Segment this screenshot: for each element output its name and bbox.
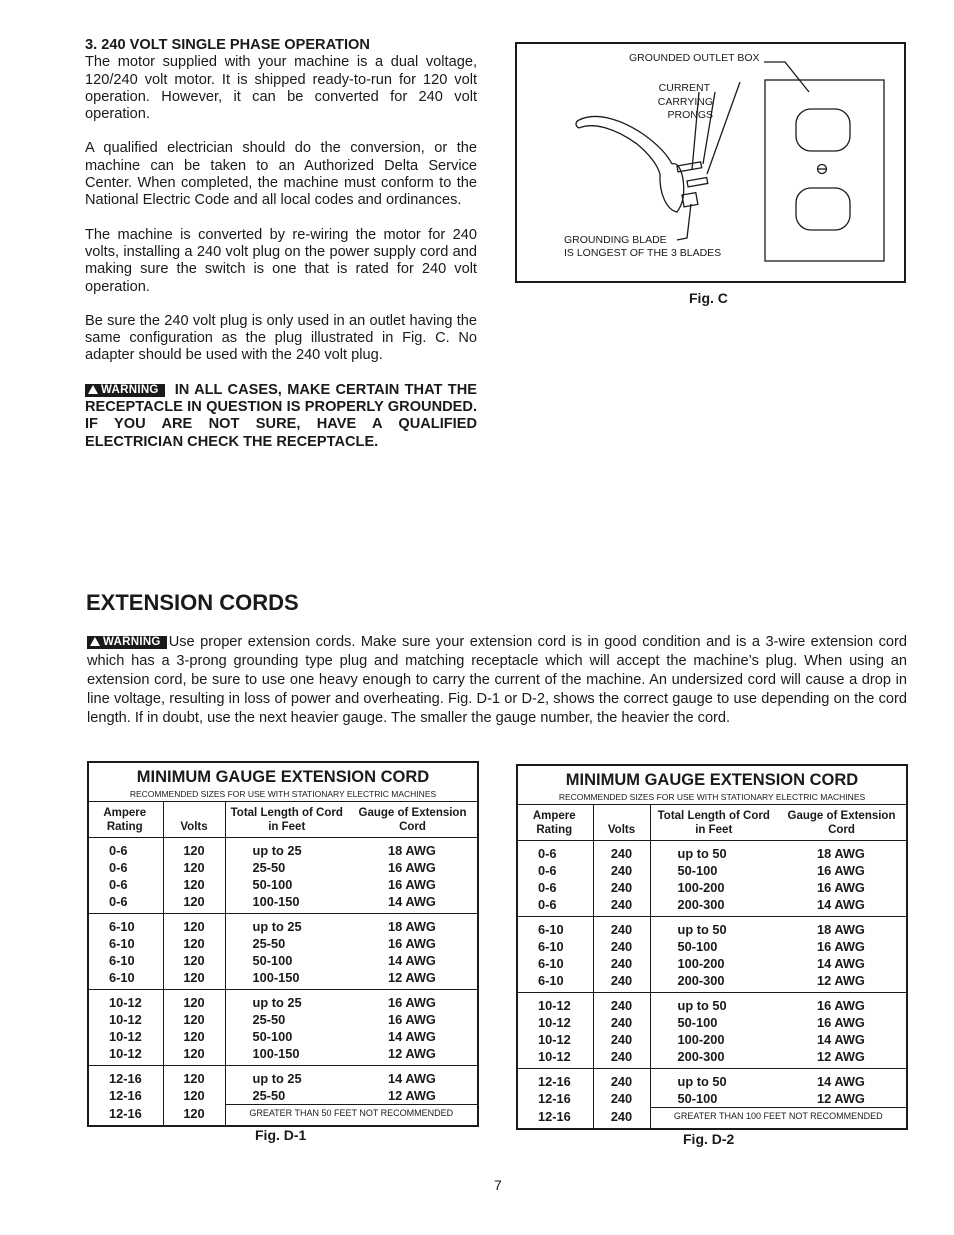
cell: 25-50 xyxy=(225,1011,348,1028)
header-row xyxy=(89,802,477,838)
cell: 50-100 xyxy=(650,1090,777,1108)
table-row xyxy=(518,917,906,939)
cell: 240 xyxy=(610,846,633,861)
outlet-box-outline xyxy=(765,80,884,261)
paragraph-3: The machine is converted by re-wiring the motor for 240 volts, installing a 240 volt plug on the power supply cord and making sure the switch is one that is rated for 240 volt operation. xyxy=(85,226,477,295)
cell: 120 xyxy=(183,1088,205,1103)
cell: 100-200 xyxy=(650,955,777,972)
cell: 16 AWG xyxy=(817,998,865,1013)
cell: 240 xyxy=(610,897,633,912)
table-row xyxy=(518,1069,906,1091)
table-row xyxy=(518,1014,906,1031)
cell: 18 AWG xyxy=(388,919,436,934)
not-recommended-note: GREATER THAN 100 FEET NOT RECOMMENDED xyxy=(650,1108,906,1129)
cell: 12-16 xyxy=(518,1108,593,1129)
header-ampere: Ampere Rating xyxy=(89,802,163,838)
row-group xyxy=(89,838,477,914)
cell: 50-100 xyxy=(225,1028,348,1045)
cell: 0-6 xyxy=(518,896,593,917)
cell: 18 AWG xyxy=(388,843,436,858)
cell: 100-150 xyxy=(225,1045,348,1066)
not-recommended-note: GREATER THAN 50 FEET NOT RECOMMENDED xyxy=(225,1105,477,1126)
lower-receptacle xyxy=(796,188,850,230)
extension-cords-title: EXTENSION CORDS xyxy=(86,590,299,615)
cell: 12-16 xyxy=(89,1066,163,1088)
table-row xyxy=(518,972,906,993)
table-row xyxy=(89,876,477,893)
header-gauge: Gauge of Extension Cord xyxy=(358,807,467,833)
table-row xyxy=(89,1087,477,1105)
cell: 0-6 xyxy=(89,838,163,860)
cell: 14 AWG xyxy=(817,956,865,971)
table-row xyxy=(518,938,906,955)
table-row xyxy=(89,952,477,969)
cell: 6-10 xyxy=(518,972,593,993)
section-240-volt xyxy=(85,37,477,468)
cell: 6-10 xyxy=(89,952,163,969)
page-number: 7 xyxy=(494,1177,502,1193)
cell: up to 25 xyxy=(225,1066,348,1088)
warning-text: IN ALL CASES, MAKE CERTAIN THAT THE RECEPTACLE IN QUESTION IS PROPERLY GROUNDED. IF YOU ARE NOT SURE, HAVE A QUALIFIED ELECTRICIAN CHECK THE RECEPTACLE. xyxy=(85,381,477,450)
label-grounding-blade-line2: IS LONGEST OF THE 3 BLADES xyxy=(564,247,722,259)
figure-c-grounded-plug xyxy=(515,42,906,283)
table-grid xyxy=(518,805,906,1128)
cell: 120 xyxy=(183,919,205,934)
cell: 120 xyxy=(183,1029,205,1044)
warning-badge xyxy=(85,384,165,397)
cell: 120 xyxy=(183,936,205,951)
table-row xyxy=(518,1048,906,1069)
cell: 14 AWG xyxy=(388,953,436,968)
cell: 0-6 xyxy=(89,876,163,893)
cell: 0-6 xyxy=(89,859,163,876)
cell: 120 xyxy=(183,843,205,858)
label-grounding-blade-line1: GROUNDING BLADE xyxy=(564,234,667,246)
cell: 25-50 xyxy=(225,935,348,952)
section-heading: 3. 240 VOLT SINGLE PHASE OPERATION xyxy=(85,37,370,53)
cell: up to 50 xyxy=(650,1069,777,1091)
cell: 12-16 xyxy=(89,1105,163,1126)
cell: 6-10 xyxy=(518,917,593,939)
cell: 240 xyxy=(610,956,633,971)
table-subtitle: RECOMMENDED SIZES FOR USE WITH STATIONARY ELECTRIC MACHINES xyxy=(89,787,477,802)
table-row xyxy=(89,1045,477,1066)
cell: up to 25 xyxy=(225,914,348,936)
table-title: MINIMUM GAUGE EXTENSION CORD xyxy=(136,768,430,786)
cell: 16 AWG xyxy=(388,995,436,1010)
table-row xyxy=(89,914,477,936)
warning-triangle-icon xyxy=(88,385,98,394)
cell: 50-100 xyxy=(225,876,348,893)
cell: 120 xyxy=(183,860,205,875)
cell: 16 AWG xyxy=(817,880,865,895)
row-group xyxy=(518,993,906,1069)
table-row xyxy=(518,1031,906,1048)
table-row xyxy=(518,1108,906,1129)
cell: 120 xyxy=(183,1105,205,1121)
table-grid xyxy=(89,802,477,1125)
cell: 18 AWG xyxy=(817,922,865,937)
cell: 14 AWG xyxy=(388,1029,436,1044)
cell: 12-16 xyxy=(518,1069,593,1091)
cell: 120 xyxy=(183,1012,205,1027)
cell: up to 50 xyxy=(650,841,777,863)
cell: 18 AWG xyxy=(817,846,865,861)
header-row xyxy=(518,805,906,841)
cell: 16 AWG xyxy=(388,860,436,875)
table-row xyxy=(89,990,477,1012)
cell: 120 xyxy=(183,995,205,1010)
cell: 0-6 xyxy=(518,879,593,896)
cell: 240 xyxy=(610,863,633,878)
row-group xyxy=(89,990,477,1066)
cell: 10-12 xyxy=(89,990,163,1012)
cell: 120 xyxy=(183,877,205,892)
label-prongs-line3: PRONGS xyxy=(667,109,713,121)
fig-d1-caption: Fig. D-1 xyxy=(255,1127,307,1143)
cell: 14 AWG xyxy=(388,1071,436,1086)
cell: 50-100 xyxy=(650,1014,777,1031)
header-length: Total Length of Cord in Feet xyxy=(225,802,348,838)
table-row xyxy=(518,993,906,1015)
cell: 12 AWG xyxy=(817,1049,865,1064)
cell: 240 xyxy=(610,922,633,937)
row-group xyxy=(89,1066,477,1126)
cell: 16 AWG xyxy=(817,863,865,878)
cell: 14 AWG xyxy=(817,1074,865,1089)
fig-c-caption: Fig. C xyxy=(689,290,728,306)
table-row xyxy=(518,1090,906,1108)
cell: up to 50 xyxy=(650,993,777,1015)
cell: 240 xyxy=(610,1015,633,1030)
upper-receptacle xyxy=(796,109,850,151)
extension-cords-text xyxy=(87,633,907,728)
table-row xyxy=(518,896,906,917)
cell: 6-10 xyxy=(518,938,593,955)
cell: 100-150 xyxy=(225,969,348,990)
table-row xyxy=(518,879,906,896)
cell: 10-12 xyxy=(518,1048,593,1069)
cell: 12 AWG xyxy=(388,970,436,985)
cell: 6-10 xyxy=(89,914,163,936)
table-row xyxy=(518,841,906,863)
cell: 120 xyxy=(183,1046,205,1061)
cell: 14 AWG xyxy=(388,894,436,909)
cell: 16 AWG xyxy=(817,1015,865,1030)
cell: 200-300 xyxy=(650,972,777,993)
cell: 100-200 xyxy=(650,879,777,896)
cell: up to 25 xyxy=(225,838,348,860)
cell: 120 xyxy=(183,1071,205,1086)
label-prongs-line1: CURRENT xyxy=(658,82,710,94)
cell: 16 AWG xyxy=(388,1012,436,1027)
cell: 10-12 xyxy=(518,1031,593,1048)
cell: 240 xyxy=(610,1108,633,1124)
cell: 10-12 xyxy=(89,1028,163,1045)
cell: 50-100 xyxy=(650,862,777,879)
cell: 10-12 xyxy=(89,1045,163,1066)
fig-d2-caption: Fig. D-2 xyxy=(683,1131,735,1147)
cell: 14 AWG xyxy=(817,897,865,912)
warning-paragraph xyxy=(85,382,477,451)
table-row xyxy=(89,1066,477,1088)
header-volts: Volts xyxy=(180,821,208,833)
cell: 240 xyxy=(610,939,633,954)
row-group xyxy=(518,1069,906,1129)
cell: 10-12 xyxy=(89,1011,163,1028)
cell: 10-12 xyxy=(518,1014,593,1031)
plug-and-outlet-illustration xyxy=(517,44,904,281)
table-row xyxy=(518,955,906,972)
label-prongs-line2: CARRYING xyxy=(657,96,713,108)
cell: 12-16 xyxy=(89,1087,163,1105)
paragraph-4: Be sure the 240 volt plug is only used in an outlet having the same configuration as the plug illustrated in Fig. C. No adapter should be used with the 240 volt plug. xyxy=(85,312,477,364)
table-row xyxy=(89,1105,477,1126)
cell: 100-200 xyxy=(650,1031,777,1048)
cell: 240 xyxy=(610,1049,633,1064)
cell: 240 xyxy=(610,1091,633,1106)
cell: 16 AWG xyxy=(817,939,865,954)
cell: 12 AWG xyxy=(817,1091,865,1106)
table-subtitle: RECOMMENDED SIZES FOR USE WITH STATIONARY ELECTRIC MACHINES xyxy=(518,790,906,805)
table-row xyxy=(89,893,477,914)
row-group xyxy=(518,917,906,993)
cell: 240 xyxy=(610,998,633,1013)
warning-badge xyxy=(87,636,167,649)
cell: 200-300 xyxy=(650,1048,777,1069)
table-row xyxy=(89,1011,477,1028)
cell: 240 xyxy=(610,1074,633,1089)
cell: 120 xyxy=(183,953,205,968)
cell: up to 50 xyxy=(650,917,777,939)
cell: 12-16 xyxy=(518,1090,593,1108)
table-row xyxy=(89,838,477,860)
gauge-table-120v xyxy=(87,761,479,1127)
gauge-table-240v xyxy=(516,764,908,1130)
cell: 6-10 xyxy=(89,935,163,952)
cell: 50-100 xyxy=(225,952,348,969)
cell: 10-12 xyxy=(518,993,593,1015)
table-row xyxy=(518,862,906,879)
cell: 12 AWG xyxy=(388,1046,436,1061)
row-group xyxy=(89,914,477,990)
cell: 0-6 xyxy=(518,862,593,879)
warning-triangle-icon xyxy=(90,637,100,646)
paragraph-2: A qualified electrician should do the conversion, or the machine can be taken to an Authorized Delta Service Center. When completed, the machine must conform to the National Electric Code and all local codes and ordinances. xyxy=(85,140,477,209)
cell: 120 xyxy=(183,970,205,985)
table-row xyxy=(89,859,477,876)
cell: 120 xyxy=(183,894,205,909)
cell: 12 AWG xyxy=(388,1088,436,1103)
cell: 25-50 xyxy=(225,1087,348,1105)
label-grounded-outlet-box: GROUNDED OUTLET BOX xyxy=(629,52,760,64)
header-length: Total Length of Cord in Feet xyxy=(650,805,777,841)
cell: 240 xyxy=(610,880,633,895)
cell: 14 AWG xyxy=(817,1032,865,1047)
cell: 240 xyxy=(610,1032,633,1047)
cell: 240 xyxy=(610,973,633,988)
header-gauge: Gauge of Extension Cord xyxy=(787,810,896,836)
extension-warning-text: Use proper extension cords. Make sure your extension cord is in good condition and is a 3-wire extension cord which has a 3-prong grounding type plug and matching receptacle which will accept the machine’s plug. When using an extension cord, be sure to use one heavy enough to carry the current of the machine. An undersized cord will cause a drop in line voltage, resulting in loss of power and overheating. Fig. D-1 or D-2, shows the correct gauge to use depending on the cord length. If in doubt, use the next heavier gauge. The smaller the gauge number, the heavier the cord. xyxy=(87,634,907,726)
cell: 12 AWG xyxy=(817,973,865,988)
cell: 0-6 xyxy=(518,841,593,863)
cell: 25-50 xyxy=(225,859,348,876)
cell: 16 AWG xyxy=(388,936,436,951)
header-ampere: Ampere Rating xyxy=(518,805,593,841)
cell: 6-10 xyxy=(89,969,163,990)
cell: 0-6 xyxy=(89,893,163,914)
cell: 16 AWG xyxy=(388,877,436,892)
table-row xyxy=(89,969,477,990)
table-title: MINIMUM GAUGE EXTENSION CORD xyxy=(565,771,859,789)
table-row xyxy=(89,935,477,952)
cell: 50-100 xyxy=(650,938,777,955)
cell: up to 25 xyxy=(225,990,348,1012)
warning-badge-label: WARNING xyxy=(101,383,159,396)
table-row xyxy=(89,1028,477,1045)
row-group xyxy=(518,841,906,917)
cell: 200-300 xyxy=(650,896,777,917)
header-volts: Volts xyxy=(607,824,636,836)
paragraph-1: The motor supplied with your machine is a dual voltage, 120/240 volt motor. It is shipped ready-to-run for 120 volt operation. However, it can be converted for 240 volt operation. xyxy=(85,54,477,123)
cell: 6-10 xyxy=(518,955,593,972)
cell: 100-150 xyxy=(225,893,348,914)
warning-badge-label: WARNING xyxy=(103,636,161,648)
